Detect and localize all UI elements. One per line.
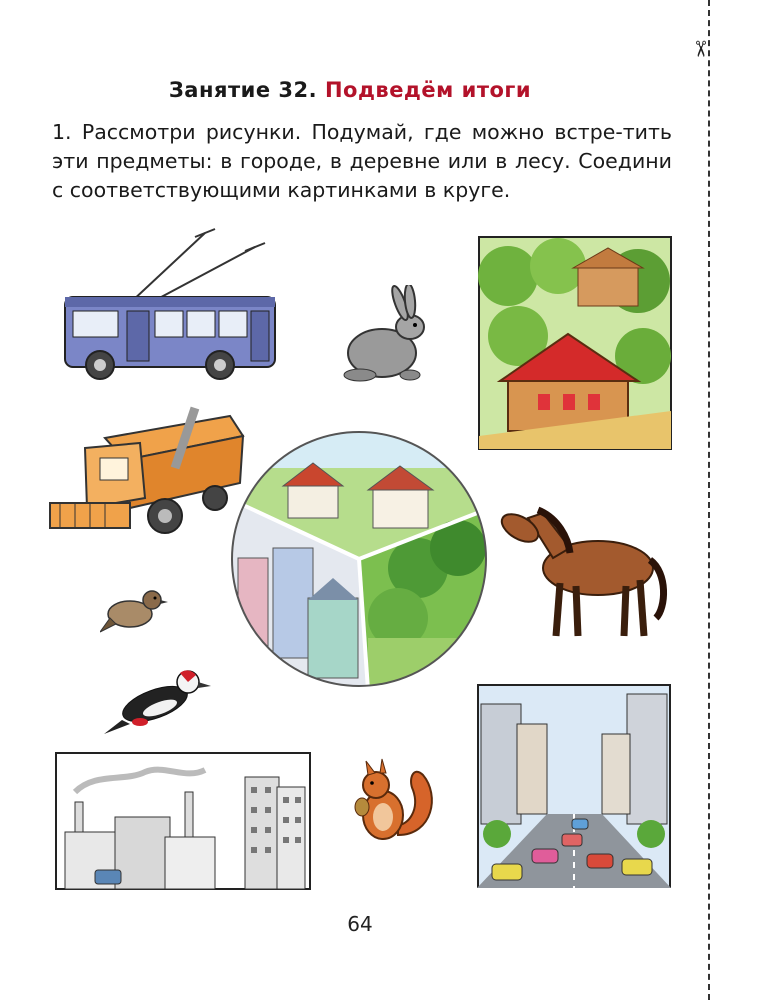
woodpecker-picture [100,662,212,737]
task-text: 1. Рассмотри рисунки. Подумай, где можно встре-тить эти предметы: в городе, в деревне или в лесу. Соедини с соответствующими картинками в круге. [52,120,672,202]
task-instruction [52,118,672,205]
squirrel-picture [348,755,438,850]
sparrow-picture [100,582,170,637]
city-street-picture [477,684,671,888]
horse-picture [498,498,678,643]
cut-line [708,0,710,1000]
page-title [0,78,700,102]
village-picture [478,236,672,450]
page-number: 64 [347,912,373,936]
lesson-topic: Подведём итоги [324,78,532,102]
harvester-picture [45,398,250,543]
lesson-label: Занятие 32. [168,78,318,102]
trolleybus-picture [55,225,290,385]
scissors-icon: ✂ [687,39,713,59]
hare-picture [340,285,435,385]
circle-picture [228,428,490,690]
city-factories-picture [55,752,311,890]
